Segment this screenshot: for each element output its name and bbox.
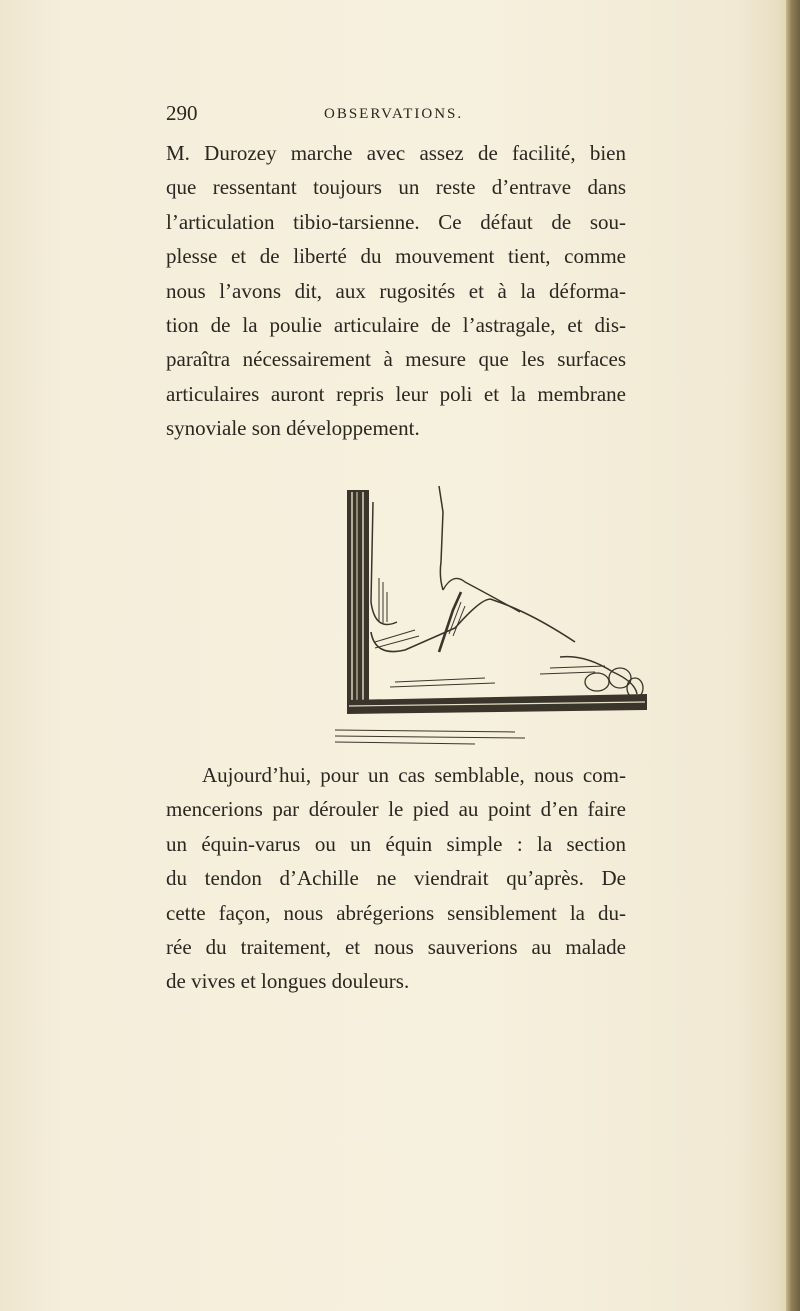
text-line: l’articulation tibio-tarsienne. Ce défaut de sou- (166, 209, 626, 234)
text-line: articulaires auront repris leur poli et la membrane (166, 381, 626, 406)
text-line: cette façon, nous abrégerions sensiblement la du- (166, 900, 626, 925)
foot-engraving-figure (335, 482, 655, 752)
text-line: de vives et longues douleurs. (166, 969, 410, 994)
text-line: M. Durozey marche avec assez de facilité, bien (166, 141, 626, 165)
page-number: 290 (166, 101, 198, 125)
page-binding-edge (786, 0, 800, 1311)
text-line: que ressentant toujours un reste d’entrave dans (166, 175, 626, 200)
text-line: Aujourd’hui, pour un cas semblable, nous com- (202, 763, 626, 787)
text-line: tion de la poulie articulaire de l’astragale, et dis- (166, 313, 626, 338)
text-line: nous l’avons dit, aux rugosités et à la déforma- (166, 278, 626, 303)
text-line: plesse et de liberté du mouvement tient, comme (166, 244, 626, 269)
text-line: synoviale son développement. (166, 416, 420, 441)
text-line: un équin-varus ou un équin simple : la section (166, 831, 626, 856)
text-line: rée du traitement, et nous sauverions au malade (166, 935, 626, 960)
text-line: mencerions par dérouler le pied au point d’en faire (166, 797, 626, 822)
splint-bar (347, 490, 369, 710)
text-line: paraîtra nécessairement à mesure que les surfaces (166, 347, 626, 372)
text-line: du tendon d’Achille ne viendrait qu’après. De (166, 866, 626, 891)
paragraph-1 (166, 136, 626, 446)
foot-splint-illustration (335, 482, 655, 752)
page-header (166, 101, 636, 129)
paragraph-2 (166, 758, 626, 999)
running-head: OBSERVATIONS. (324, 106, 464, 122)
